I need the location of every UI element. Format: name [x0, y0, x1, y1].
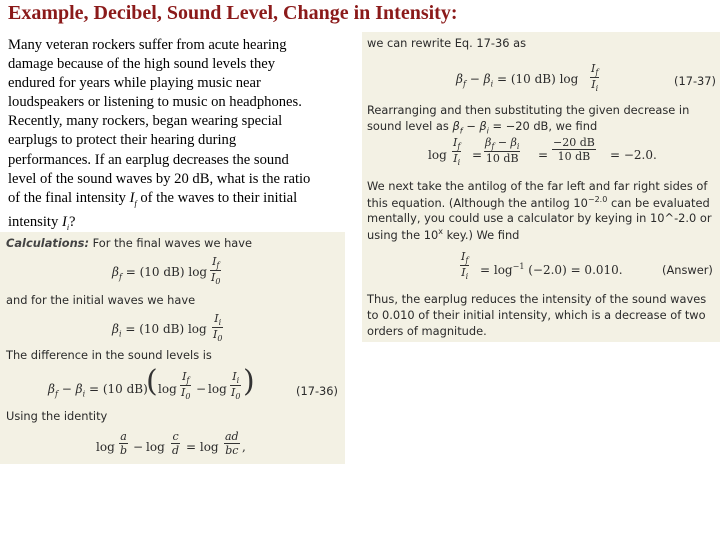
- calculations-panel: [0, 232, 345, 464]
- rearranged-eq-2: =: [538, 148, 549, 162]
- equation-rewrite: $\beta_f - \beta_i = (10$ dB) log: [456, 72, 579, 89]
- problem-line: endured for years while playing music near: [8, 75, 261, 92]
- rearranging-line-1: Rearranging and then substituting the given decrease in: [367, 103, 690, 117]
- equation-difference: $\beta_f - \beta_i = (10$ dB): [48, 382, 148, 399]
- difference-text: The difference in the sound levels is: [6, 348, 212, 362]
- initial-waves-text: and for the initial waves we have: [6, 293, 196, 307]
- fraction-if-ii: $\frac{I_f}{I_i}$: [591, 62, 599, 94]
- identity-minus: −: [133, 440, 144, 454]
- right-paren: ): [243, 364, 255, 399]
- equation-final-level: $\beta_f = (10$ dB) log: [112, 265, 208, 282]
- fraction-a-b: $\frac{a}{b}$: [120, 430, 128, 457]
- conclusion-line-1: Thus, the earplug reduces the intensity of the sound waves: [367, 292, 707, 306]
- problem-line: Recently, many rockers, began wearing special: [8, 113, 283, 130]
- rewrite-intro: we can rewrite Eq. 17-36 as: [367, 36, 527, 50]
- problem-line: loudspeakers or listening to music on headphones.: [8, 94, 302, 111]
- log-1: log: [158, 382, 177, 396]
- problem-line: of the final intensity $I_f$ of the waves to their initial: [8, 189, 298, 208]
- answer-tag: (Answer): [662, 263, 713, 277]
- problem-line: performances. If an earplug decreases the sound: [8, 151, 289, 168]
- minus-sign: −: [196, 382, 207, 396]
- symbol-initial-intensity: $I_i$: [61, 213, 70, 232]
- problem-line: intensity $I_i$?: [8, 213, 76, 232]
- fraction-ii-i0: $\frac{I_i}{I_0}$: [213, 312, 223, 344]
- equation-tag-17-36: (17-36): [296, 384, 338, 398]
- identity-log-2: log: [146, 440, 165, 454]
- rearranged-result: = −2.0.: [610, 148, 657, 162]
- slide-title: Example, Decibel, Sound Level, Change in Intensity:: [8, 2, 458, 24]
- problem-line: level of the sound waves by 20 dB, what is the ratio: [8, 170, 311, 187]
- left-paren: (: [146, 364, 158, 399]
- symbol-final-intensity: $I_f$: [129, 189, 137, 208]
- problem-line: damage because of the high sound levels they: [8, 56, 276, 73]
- problem-line: Many veteran rockers suffer from acute hearing: [8, 37, 287, 53]
- calculations-intro: Calculations: For the final waves we have: [6, 236, 253, 250]
- conclusion-line-3: orders of magnitude.: [367, 324, 487, 338]
- equation-tag-17-37: (17-37): [674, 74, 716, 88]
- antilog-line-4: using the 10$^x$ key.) We find: [367, 227, 520, 242]
- identity-text: Using the identity: [6, 409, 108, 423]
- fraction-beta-diff: $\frac{\beta_f - \beta_i}{10 dB}$: [485, 136, 520, 166]
- antilog-line-3: mentally, you could use a calculator by keying in 10^-2.0 or: [367, 211, 712, 225]
- identity-log-1: log: [96, 440, 115, 454]
- fraction-ii-i0-diff: $\frac{I_i}{I_0}$: [231, 370, 241, 402]
- fraction-if-ii-2: $\frac{I_f}{I_i}$: [453, 136, 461, 168]
- rearranging-line-2: sound level as $\beta_f - \beta_i = -20$ dB, we find: [367, 119, 598, 136]
- antilog-line-2: this equation. (Although the antilog $10^{-2.0}$ can be evaluated: [367, 195, 710, 210]
- equation-answer: = $\log^{-1} (-2.0) = 0.010$.: [480, 262, 623, 277]
- problem-line: earplugs to protect their hearing during: [8, 132, 237, 149]
- rearranged-eq-1: =: [472, 148, 483, 162]
- log-2: log: [208, 382, 227, 396]
- fraction-c-d: $\frac{c}{d}$: [172, 430, 180, 457]
- identity-comma: ,: [242, 440, 246, 454]
- fraction-if-ii-answer: $\frac{I_f}{I_i}$: [461, 250, 469, 282]
- identity-equals-log: = log: [186, 440, 219, 454]
- equation-initial-level: $\beta_i = (10$ dB) log: [112, 322, 207, 339]
- problem-statement: [8, 36, 343, 237]
- conclusion-line-2: to 0.010 of their initial intensity, which is a decrease of two: [367, 308, 706, 322]
- fraction-ad-bc: $\frac{ad}{bc}$: [225, 430, 239, 457]
- antilog-line-1: We next take the antilog of the far left and far right sides of: [367, 179, 708, 193]
- solution-panel: [362, 32, 720, 342]
- fraction-if-i0: $\frac{I_f}{I_0}$: [211, 255, 221, 287]
- fraction-if-i0-diff: $\frac{I_f}{I_0}$: [181, 370, 191, 402]
- rearranged-log: log: [428, 148, 447, 162]
- fraction-20-10: $\frac{-20 dB}{10 dB}$: [553, 136, 595, 163]
